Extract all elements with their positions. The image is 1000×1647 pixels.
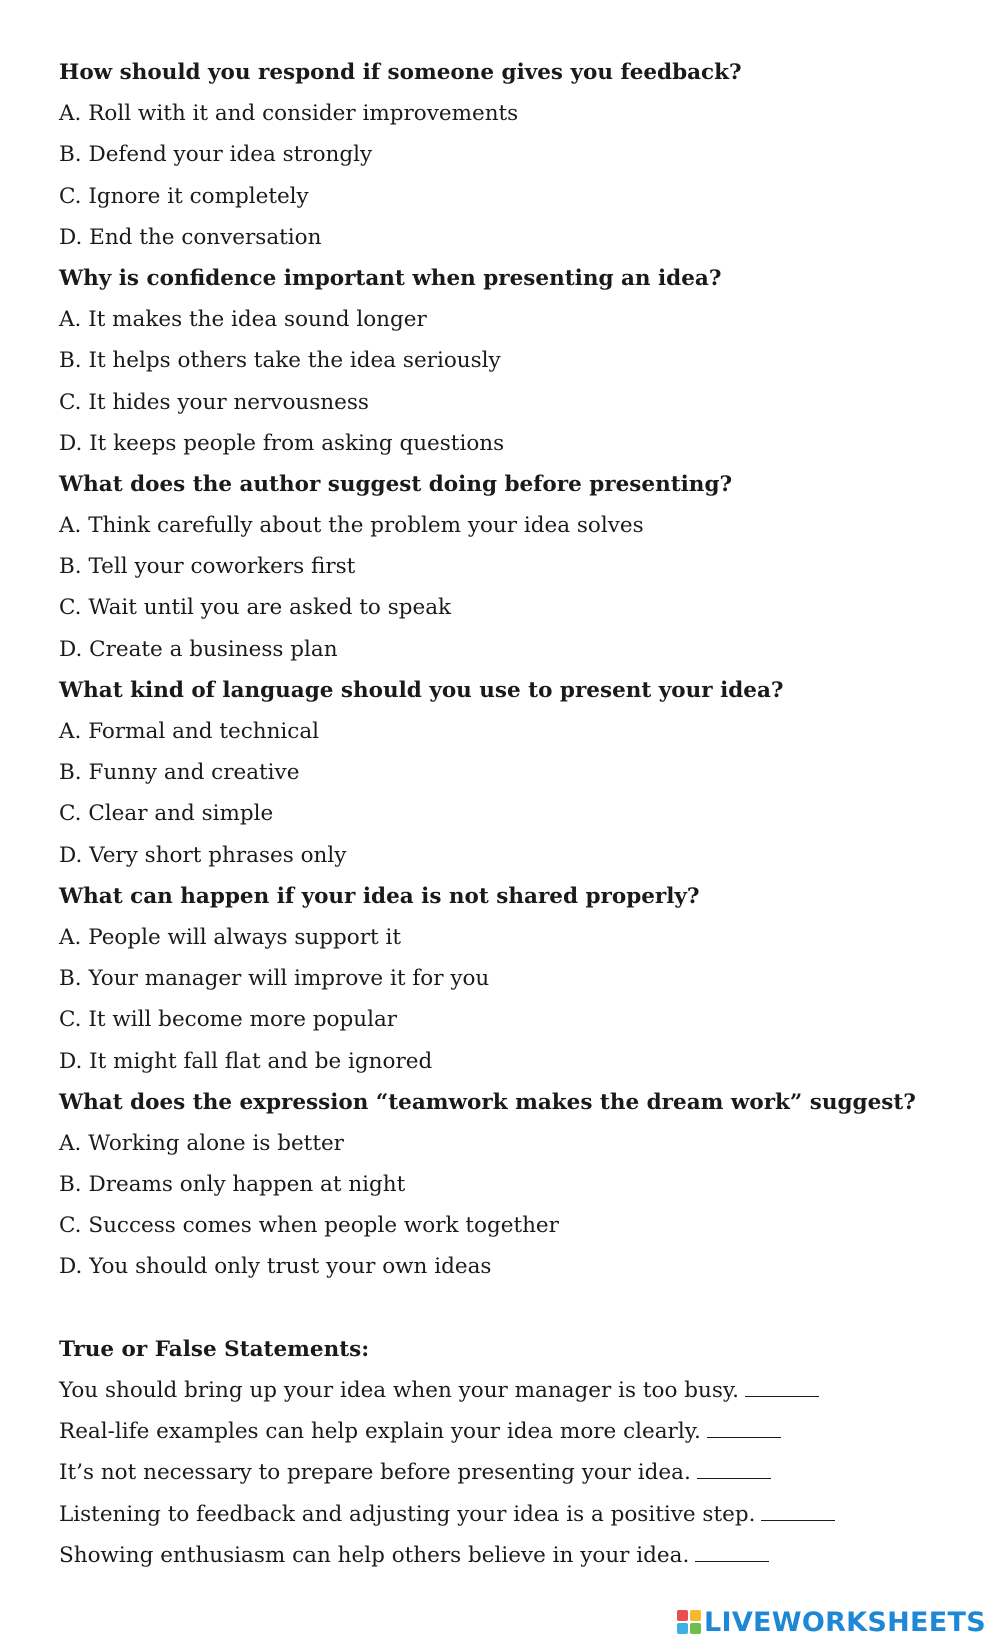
- question-1-option-b: B. Defend your idea strongly: [59, 142, 373, 168]
- question-2-option-c: C. It hides your nervousness: [59, 389, 369, 415]
- liveworksheets-logo: [677, 1604, 986, 1640]
- question-5-option-d: D. It might fall flat and be ignored: [59, 1048, 433, 1074]
- tf-statement-5: [59, 1535, 979, 1576]
- logo-square: [677, 1610, 688, 1621]
- worksheet: [59, 52, 979, 1576]
- answer-blank[interactable]: [761, 1500, 835, 1521]
- question-2-option-d: D. It keeps people from asking questions: [59, 430, 505, 456]
- answer-blank[interactable]: [745, 1376, 819, 1397]
- section-spacer: [59, 1288, 979, 1329]
- question-2: Why is confidence important when presenting an idea?: [59, 265, 722, 291]
- true-false-heading: True or False Statements:: [59, 1336, 370, 1362]
- question-6-option-a: A. Working alone is better: [59, 1130, 344, 1156]
- logo-square: [677, 1623, 688, 1634]
- question-3-option-d: D. Create a business plan: [59, 636, 338, 662]
- tf-statement-text: It’s not necessary to prepare before presenting your idea.: [59, 1460, 691, 1486]
- question-5-option-a: A. People will always support it: [59, 924, 401, 950]
- question-4-option-a: A. Formal and technical: [59, 719, 320, 744]
- logo-square: [690, 1610, 701, 1621]
- question-3-option-a: A. Think carefully about the problem your idea solves: [59, 513, 644, 539]
- question-4-option-c: C. Clear and simple: [59, 801, 274, 827]
- logo-square: [690, 1623, 701, 1634]
- question-5: What can happen if your idea is not shared properly?: [59, 883, 700, 909]
- question-6-option-d: D. You should only trust your own ideas: [59, 1254, 492, 1280]
- tf-statement-3: [59, 1452, 979, 1493]
- tf-statement-text: Listening to feedback and adjusting your idea is a positive step.: [59, 1501, 756, 1527]
- tf-statement-2: [59, 1411, 979, 1452]
- question-3: What does the author suggest doing before presenting?: [59, 471, 733, 497]
- question-6: What does the expression “teamwork makes the dream work” suggest?: [59, 1089, 916, 1115]
- logo-wordmark: LIVEWORKSHEETS: [703, 1606, 986, 1638]
- answer-blank[interactable]: [695, 1541, 769, 1562]
- answer-blank[interactable]: [707, 1417, 781, 1438]
- question-6-option-c: C. Success comes when people work together: [59, 1213, 559, 1239]
- question-1-option-d: D. End the conversation: [59, 224, 322, 250]
- question-5-option-b: B. Your manager will improve it for you: [59, 966, 490, 992]
- tf-statement-1: [59, 1370, 979, 1411]
- question-1: How should you respond if someone gives you feedback?: [59, 60, 742, 85]
- liveworksheets-logo-icon: [677, 1610, 701, 1634]
- question-3-option-b: B. Tell your coworkers first: [59, 554, 356, 580]
- question-3-option-c: C. Wait until you are asked to speak: [59, 595, 452, 621]
- question-1-option-a: A. Roll with it and consider improvements: [59, 101, 519, 127]
- question-2-option-b: B. It helps others take the idea seriously: [59, 348, 501, 374]
- tf-statement-4: [59, 1494, 979, 1535]
- question-2-option-a: A. It makes the idea sound longer: [59, 307, 427, 333]
- tf-statement-text: Real-life examples can help explain your idea more clearly.: [59, 1419, 701, 1445]
- tf-statement-text: Showing enthusiasm can help others believe in your idea.: [59, 1542, 690, 1568]
- answer-blank[interactable]: [697, 1458, 771, 1479]
- question-4-option-d: D. Very short phrases only: [59, 842, 347, 868]
- question-1-option-c: C. Ignore it completely: [59, 183, 309, 209]
- tf-statement-text: You should bring up your idea when your manager is too busy.: [59, 1378, 740, 1403]
- question-5-option-c: C. It will become more popular: [59, 1007, 398, 1033]
- question-6-option-b: B. Dreams only happen at night: [59, 1172, 406, 1198]
- question-4: What kind of language should you use to present your idea?: [59, 677, 784, 703]
- question-4-option-b: B. Funny and creative: [59, 760, 300, 786]
